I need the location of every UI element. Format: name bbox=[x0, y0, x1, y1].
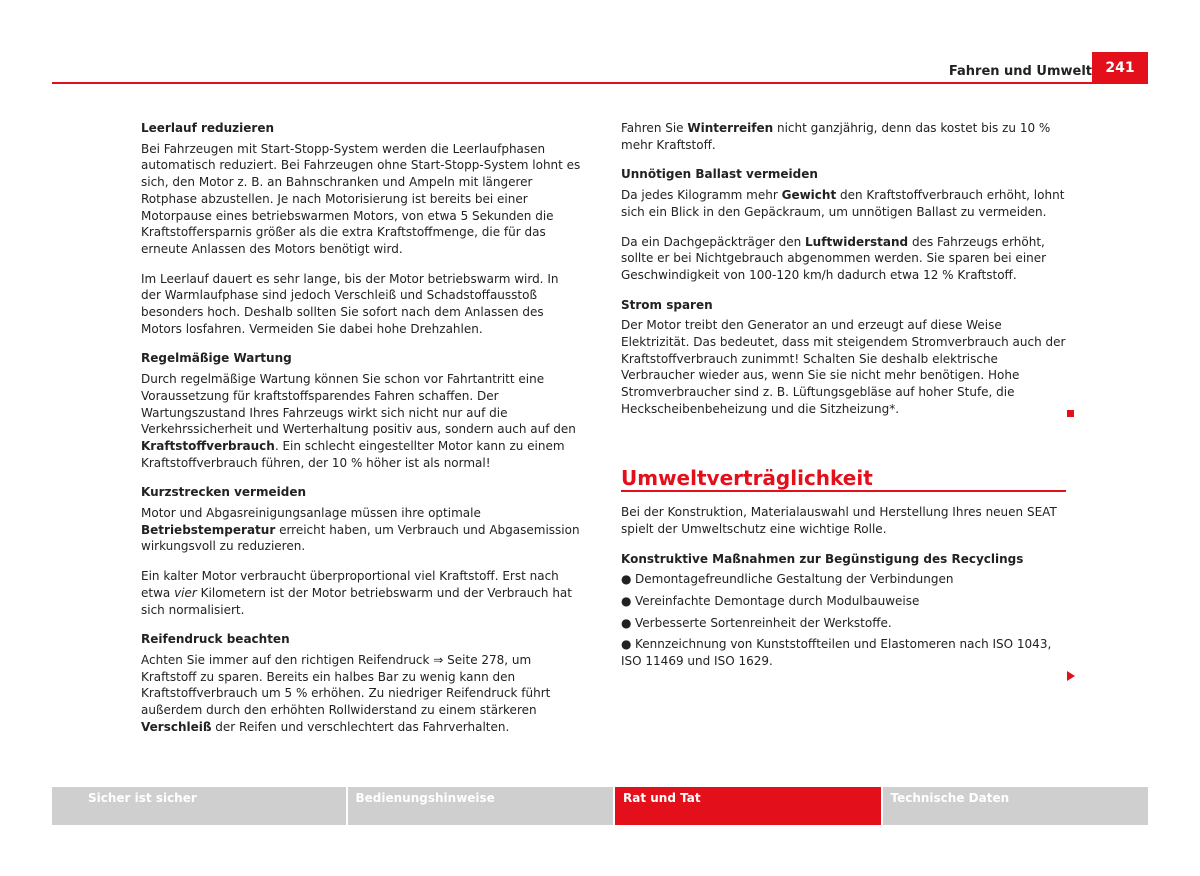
section-title-umwelt: Umweltverträglichkeit bbox=[621, 470, 1066, 493]
subhead-kurzstrecken: Kurzstrecken vermeiden bbox=[141, 485, 307, 500]
text-run: Da ein Dachgepäckträger den bbox=[621, 234, 806, 249]
text-run: Fahren Sie bbox=[621, 121, 688, 135]
footer-tab-bedienung[interactable]: Bedienungshinweise bbox=[348, 787, 614, 825]
text-run: den Kraftstoffverbrauch erhöht, lohnt sich ein Blick in den Gepäckraum, um unnötigen Ballast zu vermeiden. bbox=[621, 188, 1065, 219]
list-item bbox=[621, 636, 1066, 669]
continue-arrow-icon bbox=[1067, 671, 1075, 681]
text-run: . Ein schlecht eingestellter Motor kann zu einem Kraftstoffverbrauch führen, der 10 % höher ist als normal! bbox=[141, 438, 565, 470]
bold-term: Betriebstemperatur bbox=[141, 522, 276, 537]
paragraph-leerlauf-1: Bei Fahrzeugen mit Start-Stopp-System werden die Leerlaufphasen automatisch reduziert. Bei Fahrzeugen ohne Start-Stopp-System lohnt es sich, den Motor z. B. an Bahnschranken und Ampeln mit längerer Rotphase abzustellen. Je nach Motorisierung ist bereits bei einer Motorpause eines betriebswarmen Motors, von etwa 5 Sekunden die Kraftstoffersparnis größer als die extra Kraftstoffmenge, die für das erneute Anlassen des Motors benötigt wird. bbox=[141, 141, 581, 256]
text-run: Achten Sie immer auf den richtigen Reifendruck ⇒ Seite 278, um Kraftstoff zu sparen. Bereits ein halbes Bar zu wenig kann den Kraftstoffverbrauch um 5 % erhöhen. Zu niedriger Reifendruck führt außerdem durch den erhöhten Rollwiderstand zu einem stärkeren bbox=[141, 652, 551, 718]
italic-term: vier bbox=[174, 585, 197, 600]
bold-term: Gewicht bbox=[781, 188, 837, 203]
paragraph-ballast-2 bbox=[621, 234, 1066, 284]
paragraph-reifendruck bbox=[141, 652, 581, 736]
paragraph-kurzstrecken-2 bbox=[141, 568, 581, 618]
text-run: nicht ganzjährig, denn das kostet bis zu 10 % mehr Kraftstoff. bbox=[621, 121, 1051, 152]
paragraph-wartung bbox=[141, 371, 581, 471]
section-end-square-icon bbox=[1067, 410, 1074, 417]
text-run: Durch regelmäßige Wartung können Sie schon vor Fahrtantritt eine Voraussetzung für kraftstoffsparendes Fahren schaffen. Der Wartungszustand Ihres Fahrzeugs wirkt sich nicht nur auf die Verkehrssicherheit und Werterhaltung positiv aus, sondern auch auf den bbox=[141, 372, 576, 437]
footer-tab-rat-und-tat[interactable]: Rat und Tat bbox=[615, 787, 881, 825]
list-item-text: Kennzeichnung von Kunststoffteilen und Elastomeren nach ISO 1043, ISO 11469 und ISO 1629. bbox=[621, 637, 1052, 669]
bold-term: Verschleiß bbox=[141, 719, 212, 734]
right-column bbox=[621, 120, 1066, 675]
list-item bbox=[621, 593, 1066, 610]
text-run: Kilometern ist der Motor betriebswarm und der Verbrauch hat sich normalisiert. bbox=[141, 585, 572, 617]
bold-term: Winterreifen bbox=[687, 121, 774, 135]
bullet-icon: ● bbox=[621, 615, 632, 630]
subhead-reifendruck: Reifendruck beachten bbox=[141, 632, 290, 647]
text-run: der Reifen und verschlechtert das Fahrverhalten. bbox=[211, 719, 510, 734]
paragraph-umwelt: Bei der Konstruktion, Materialauswahl und Herstellung Ihres neuen SEAT spielt der Umweltschutz eine wichtige Rolle. bbox=[621, 505, 1057, 536]
text-run: Motor und Abgasreinigungsanlage müssen ihre optimale bbox=[141, 506, 481, 521]
page-number: 241 bbox=[1092, 52, 1148, 84]
paragraph-ballast-1 bbox=[621, 187, 1066, 220]
footer-nav bbox=[52, 787, 1148, 825]
paragraph-kurzstrecken-1 bbox=[141, 505, 581, 555]
bold-term: Luftwiderstand bbox=[805, 234, 909, 249]
subhead-strom: Strom sparen bbox=[621, 297, 713, 312]
paragraph-winterreifen bbox=[621, 120, 1066, 153]
list-item-text: Verbesserte Sortenreinheit der Werkstoffe. bbox=[635, 615, 892, 630]
subhead-ballast: Unnötigen Ballast vermeiden bbox=[621, 167, 818, 182]
recycling-list bbox=[621, 571, 1066, 670]
list-item bbox=[621, 615, 1066, 632]
left-column bbox=[141, 120, 581, 749]
subhead-leerlauf: Leerlauf reduzieren bbox=[141, 121, 275, 135]
text-run: des Fahrzeugs erhöht, sollte er bei Nichtgebrauch abgenommen werden. Sie sparen bei einer Geschwindigkeit von 100-120 km/h dadurch etwa 12 % Kraftstoff. bbox=[621, 234, 1047, 282]
text-run: Da jedes Kilogramm mehr bbox=[621, 188, 782, 203]
subhead-recycling: Konstruktive Maßnahmen zur Begünstigung des Recyclings bbox=[621, 551, 1024, 566]
text-run: Ein kalter Motor verbraucht überproportional viel Kraftstoff. Erst nach etwa bbox=[141, 569, 559, 600]
list-item bbox=[621, 571, 1066, 588]
footer-tab-technische-daten[interactable]: Technische Daten bbox=[883, 787, 1149, 825]
paragraph-leerlauf-2: Im Leerlauf dauert es sehr lange, bis der Motor betriebswarm wird. In der Warmlaufphase sind jedoch Verschleiß und Schadstoffausstoß besonders hoch. Deshalb sollten Sie sofort nach dem Anlassen des Motors losfahren. Vermeiden Sie dabei hohe Drehzahlen. bbox=[141, 271, 559, 336]
list-item-text: Vereinfachte Demontage durch Modulbauweise bbox=[635, 594, 920, 609]
text-run: erreicht haben, um Verbrauch und Abgasemission wirkungsvoll zu reduzieren. bbox=[141, 522, 580, 554]
header-rule bbox=[52, 82, 1148, 84]
subhead-wartung: Regelmäßige Wartung bbox=[141, 351, 292, 366]
bullet-icon: ● bbox=[621, 572, 632, 587]
bold-term: Kraftstoffverbrauch bbox=[141, 438, 275, 453]
footer-tab-sicher[interactable]: Sicher ist sicher bbox=[52, 787, 346, 825]
bullet-icon: ● bbox=[621, 594, 632, 609]
bullet-icon: ● bbox=[621, 637, 632, 652]
list-item-text: Demontagefreundliche Gestaltung der Verbindungen bbox=[635, 572, 954, 587]
chapter-title: Fahren und Umwelt bbox=[948, 64, 1092, 79]
paragraph-strom: Der Motor treibt den Generator an und erzeugt auf diese Weise Elektrizität. Das bedeutet, dass mit steigendem Stromverbrauch auch der Kraftstoffverbrauch zunimmt! Schalten Sie deshalb elektrische Verbraucher wieder aus, wenn Sie sie nicht mehr benötigen. Hohe Stromverbraucher sind z. B. Lüftungsgebläse auf hoher Stufe, die Heckscheibenbeheizung und die Sitzheizung*. bbox=[621, 318, 1066, 416]
